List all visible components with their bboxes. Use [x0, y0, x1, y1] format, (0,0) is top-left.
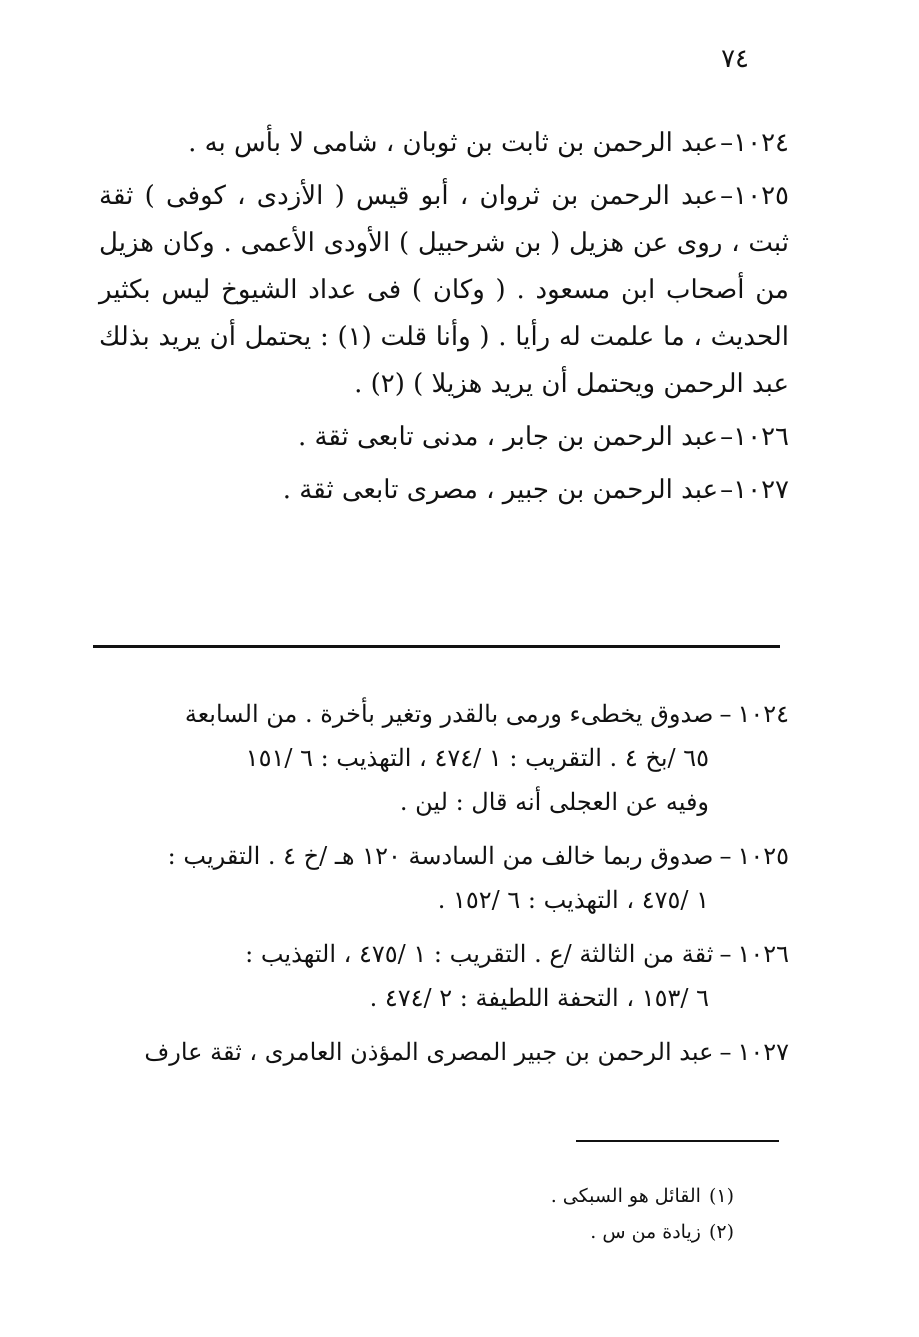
entry-1024: [99, 120, 789, 167]
note-line: عبد الرحمن بن جبير المصرى المؤذن العامرى ، ثقة عارف: [144, 1038, 714, 1066]
note-dash: –: [719, 940, 732, 968]
note-1027: [94, 1030, 789, 1074]
note-line: صدوق يخطىء ورمى بالقدر وتغير بأخرة . من السابعة: [184, 700, 714, 728]
section-divider: [93, 645, 780, 648]
note-dash: –: [719, 700, 732, 728]
footnotes: [551, 1178, 734, 1250]
entry-text: عبد الرحمن بن جابر ، مدنى تابعى ثقة .: [297, 422, 719, 452]
note-1024: [94, 692, 789, 824]
entry-number: ١٠٢٧–: [720, 475, 789, 505]
note-line: صدوق ربما خالف من السادسة ١٢٠ هـ /خ ٤ . التقريب :: [167, 842, 714, 870]
note-line: وفيه عن العجلى أنه قال : لين .: [399, 788, 709, 816]
note-line: ٦٥ /بخ ٤ . التقريب : ١ /٤٧٤ ، التهذيب : ٦ /١٥١: [245, 744, 709, 772]
note-number: ١٠٢٦: [737, 940, 789, 968]
entry-1026: [99, 414, 789, 461]
entry-1027: [99, 467, 789, 514]
footnote-text: زيادة من س .: [590, 1221, 701, 1243]
note-number: ١٠٢٥: [737, 842, 789, 870]
note-line: ثقة من الثالثة /ع . التقريب : ١ /٤٧٥ ، التهذيب :: [245, 940, 714, 968]
note-number: ١٠٢٧: [737, 1038, 789, 1066]
note-dash: –: [719, 842, 732, 870]
entry-text: عبد الرحمن بن جبير ، مصرى تابعى ثقة .: [282, 475, 719, 505]
note-number: ١٠٢٤: [737, 700, 789, 728]
footnote-text: القائل هو السبكى .: [550, 1185, 701, 1207]
footnote-2: [551, 1214, 734, 1250]
footnote-1: [551, 1178, 734, 1214]
biography-entries: [99, 120, 789, 520]
note-line: ٦ /١٥٣ ، التحفة اللطيفة : ٢ /٤٧٤ .: [369, 984, 709, 1012]
note-dash: –: [719, 1038, 732, 1066]
footnote-rule: [576, 1140, 779, 1142]
entry-text: عبد الرحمن بن ثروان ، أبو قيس ( الأزدى ، كوفى ) ثقة ثبت ، روى عن هزيل ( بن شرحبيل ) الأودى الأعمى . وكان هزيل من أصحاب ابن مسعود . ( وكان ) فى عداد الشيوخ ليس بكثير الحديث ، ما علمت له رأيا . ( وأنا قلت (١) : يحتمل أن يريد بذلك عبد الرحمن ويحتمل أن يريد هزيلا ) (٢) .: [99, 181, 789, 399]
note-1025: [94, 834, 789, 922]
entry-number: ١٠٢٦–: [720, 422, 789, 452]
entry-1025: [99, 173, 789, 408]
entry-text: عبد الرحمن بن ثابت بن ثوبان ، شامى لا بأس به .: [188, 128, 719, 158]
note-line: ١ /٤٧٥ ، التهذيب : ٦ /١٥٢ .: [437, 886, 709, 914]
footnote-number: (٢): [708, 1221, 734, 1243]
entry-number: ١٠٢٤–: [720, 128, 789, 158]
editor-notes: [94, 692, 789, 1084]
entry-number: ١٠٢٥–: [720, 181, 789, 211]
note-1026: [94, 932, 789, 1020]
footnote-number: (١): [708, 1185, 734, 1207]
page-number: ٧٤: [721, 44, 749, 74]
